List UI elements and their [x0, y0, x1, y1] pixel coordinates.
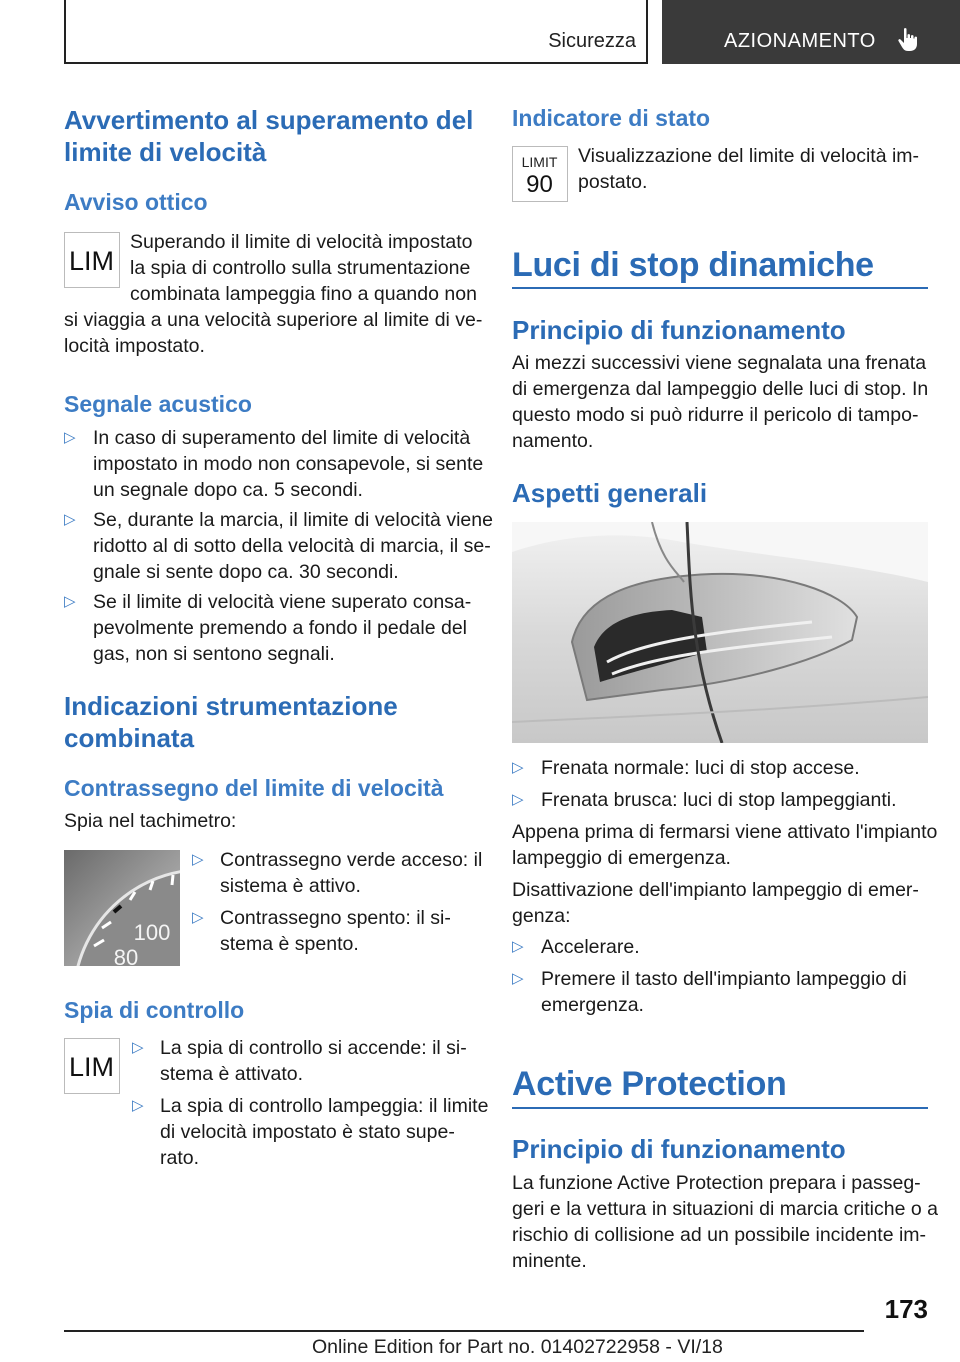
paragraph-line: rischio di collisione ad un possibile incidente im-: [512, 1224, 927, 1246]
marker-intro: Spia nel tachimetro:: [64, 810, 237, 832]
bullet-triangle-icon: ▷: [132, 1039, 144, 1056]
list-item: di velocità impostato è stato supe-: [160, 1121, 455, 1143]
page-number: 173: [884, 1294, 928, 1324]
bullet-triangle-icon: ▷: [512, 759, 524, 776]
visual-text-line: Superando il limite di velocità impostato: [130, 231, 473, 253]
paragraph-line: minente.: [512, 1250, 587, 1272]
speed-limit-90-icon: [512, 146, 568, 202]
list-item: ridotto al di sotto della velocità di marcia, il se-: [93, 535, 491, 557]
header-chapter-label: AZIONAMENTO: [724, 30, 876, 52]
bullet-triangle-icon: ▷: [64, 593, 76, 610]
heading-speed-warning: Avvertimento al superamento del limite di velocità: [64, 105, 474, 167]
visual-text-line: locità impostato.: [64, 335, 205, 357]
paragraph-line: genza:: [512, 905, 571, 927]
footer-edition: Online Edition for Part no. 01402722958 - VI/18: [312, 1336, 723, 1358]
speedo-label-80: 80: [113, 945, 139, 966]
speedometer-image: [64, 850, 180, 966]
hand-pointer-icon: [896, 27, 920, 53]
list-item: gnale si sente dopo ca. 30 secondi.: [93, 561, 399, 583]
list-item: Contrassegno spento: il si-: [220, 907, 451, 929]
paragraph-line: La funzione Active Protection prepara i passeg-: [512, 1172, 921, 1194]
speedo-label-100: 100: [133, 920, 171, 945]
paragraph-line: questo modo si può ridurre il pericolo di tampo-: [512, 404, 919, 426]
heading-status-indicator: Indicatore di stato: [512, 105, 711, 131]
heading-active-protection: Active Protection: [512, 1065, 787, 1103]
header-section-title: Sicurezza: [548, 30, 636, 52]
bullet-triangle-icon: ▷: [192, 851, 204, 868]
section-rule: [512, 287, 928, 289]
list-item: Contrassegno verde acceso: il: [220, 849, 483, 871]
svg-text:LIM: LIM: [68, 246, 115, 276]
list-item: In caso di superamento del limite di velocità: [93, 427, 471, 449]
list-item: emergenza.: [541, 994, 644, 1016]
bullet-triangle-icon: ▷: [512, 970, 524, 987]
tail-light-image: [512, 522, 928, 743]
bullet-triangle-icon: ▷: [64, 511, 76, 528]
paragraph-line: Disattivazione dell'impianto lampeggio di emer-: [512, 879, 919, 901]
heading-principle: Principio di funzionamento: [512, 1134, 846, 1164]
list-item: sistema è attivo.: [220, 875, 361, 897]
list-item: Premere il tasto dell'impianto lampeggio di: [541, 968, 907, 990]
svg-text:LIMIT: LIMIT: [521, 154, 558, 170]
list-item: stema è spento.: [220, 933, 359, 955]
list-item: Se, durante la marcia, il limite di velocità viene: [93, 509, 493, 531]
heading-cluster-indications: Indicazioni strumentazione combinata: [64, 691, 398, 753]
list-item: Se il limite di velocità viene superato consa-: [93, 591, 472, 613]
heading-dynamic-brake-lights: Luci di stop dinamiche: [512, 246, 874, 284]
paragraph-line: geri e la vettura in situazioni di marcia critiche o a: [512, 1198, 938, 1220]
bullet-triangle-icon: ▷: [512, 938, 524, 955]
list-item: Frenata brusca: luci di stop lampeggianti.: [541, 789, 897, 811]
paragraph-line: Appena prima di fermarsi viene attivato l'impianto: [512, 821, 938, 843]
section-rule: [512, 1107, 928, 1109]
heading-acoustic-signal: Segnale acustico: [64, 391, 252, 417]
paragraph-line: Ai mezzi successivi viene segnalata una frenata: [512, 352, 927, 374]
heading-visual-warning: Avviso ottico: [64, 189, 208, 215]
status-text-line: postato.: [578, 171, 648, 193]
list-item: La spia di controllo lampeggia: il limite: [160, 1095, 489, 1117]
paragraph-line: di emergenza dal lampeggio delle luci di stop. In: [512, 378, 929, 400]
status-text-line: Visualizzazione del limite di velocità im-: [578, 145, 920, 167]
svg-text:90: 90: [526, 171, 553, 198]
list-item: stema è attivato.: [160, 1063, 304, 1085]
heading-control-light: Spia di controllo: [64, 997, 245, 1023]
header-chapter-tab[interactable]: [662, 0, 960, 64]
bullet-triangle-icon: ▷: [132, 1097, 144, 1114]
paragraph-line: lampeggio di emergenza.: [512, 847, 731, 869]
bullet-triangle-icon: ▷: [64, 429, 76, 446]
heading-speed-limit-marker: Contrassegno del limite di velocità: [64, 775, 444, 801]
list-item: Frenata normale: luci di stop accese.: [541, 757, 860, 779]
heading-general-aspects: Aspetti generali: [512, 478, 708, 508]
visual-text-line: si viaggia a una velocità superiore al limite di ve-: [64, 309, 483, 331]
heading-principle: Principio di funzionamento: [512, 315, 846, 345]
visual-text-line: combinata lampeggia fino a quando non: [130, 283, 477, 305]
lim-indicator-icon: [64, 232, 120, 288]
lim-indicator-icon: [64, 1038, 120, 1094]
list-item: rato.: [160, 1147, 200, 1169]
visual-text-line: la spia di controllo sulla strumentazione: [130, 257, 471, 279]
list-item: impostato in modo non consapevole, si sente: [93, 453, 484, 475]
footer-rule: [64, 1330, 864, 1332]
list-item: gas, non si sentono segnali.: [93, 643, 335, 665]
bullet-triangle-icon: ▷: [192, 909, 204, 926]
bullet-triangle-icon: ▷: [512, 791, 524, 808]
list-item: un segnale dopo ca. 5 secondi.: [93, 479, 363, 501]
paragraph-line: namento.: [512, 430, 594, 452]
list-item: pevolmente premendo a fondo il pedale del: [93, 617, 468, 639]
svg-text:LIM: LIM: [68, 1052, 115, 1082]
list-item: Accelerare.: [541, 936, 640, 958]
list-item: La spia di controllo si accende: il si-: [160, 1037, 467, 1059]
